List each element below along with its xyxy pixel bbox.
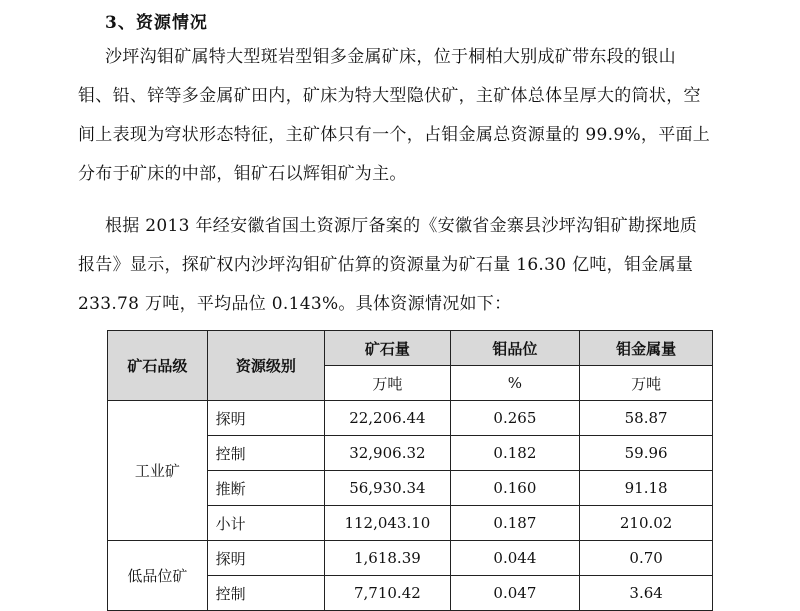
- table-header-row: [108, 331, 713, 366]
- ore-cell: 112,043.10: [325, 506, 450, 541]
- paragraph-line: 钼、铅、锌等多金属矿田内，矿床为特大型隐伏矿，主矿体总体呈厚大的筒状，空: [78, 86, 701, 106]
- header-mo-metal: 钼金属量: [580, 331, 713, 366]
- grade-pct-cell: 0.265: [450, 401, 580, 436]
- table-row: [108, 541, 713, 576]
- paragraph-line: 根据 2013 年经安徽省国土资源厅备案的《安徽省金寨县沙坪沟钼矿勘探地质: [105, 216, 698, 236]
- header-resource-level: 资源级别: [207, 331, 325, 401]
- level-cell: 控制: [207, 436, 325, 471]
- header-mo-grade: 钼品位: [450, 331, 580, 366]
- grade-cell: 低品位矿: [108, 541, 208, 611]
- level-cell: 探明: [207, 401, 325, 436]
- grade-pct-cell: 0.182: [450, 436, 580, 471]
- ore-cell: 22,206.44: [325, 401, 450, 436]
- level-cell: 小计: [207, 506, 325, 541]
- header-ore-grade: 矿石品级: [108, 331, 208, 401]
- grade-pct-cell: 0.160: [450, 471, 580, 506]
- metal-cell: 210.02: [580, 506, 713, 541]
- header-ore-amount: 矿石量: [325, 331, 450, 366]
- ore-cell: 7,710.42: [325, 576, 450, 611]
- paragraph-line: 间上表现为穹状形态特征，主矿体只有一个，占钼金属总资源量的 99.9%，平面上: [78, 125, 711, 145]
- resource-table: [107, 330, 713, 611]
- paragraph-line: 233.78 万吨，平均品位 0.143%。具体资源情况如下：: [78, 294, 512, 314]
- metal-cell: 59.96: [580, 436, 713, 471]
- ore-cell: 32,906.32: [325, 436, 450, 471]
- unit-grade: %: [450, 366, 580, 401]
- unit-metal: 万吨: [580, 366, 713, 401]
- table-row: [108, 401, 713, 436]
- paragraph-line: 沙坪沟钼矿属特大型斑岩型钼多金属矿床，位于桐柏大别成矿带东段的银山: [105, 47, 676, 67]
- grade-pct-cell: 0.187: [450, 506, 580, 541]
- section-heading: 3、资源情况: [105, 13, 208, 33]
- ore-cell: 56,930.34: [325, 471, 450, 506]
- grade-pct-cell: 0.044: [450, 541, 580, 576]
- paragraph-geology: [78, 38, 755, 194]
- level-cell: 控制: [207, 576, 325, 611]
- grade-pct-cell: 0.047: [450, 576, 580, 611]
- paragraph-report: [78, 207, 755, 324]
- paragraph-line: 分布于矿床的中部，钼矿石以辉钼矿为主。: [78, 164, 407, 184]
- metal-cell: 3.64: [580, 576, 713, 611]
- level-cell: 推断: [207, 471, 325, 506]
- ore-cell: 1,618.39: [325, 541, 450, 576]
- paragraph-line: 报告》显示，探矿权内沙坪沟钼矿估算的资源量为矿石量 16.30 亿吨，钼金属量: [78, 255, 694, 275]
- unit-ore: 万吨: [325, 366, 450, 401]
- metal-cell: 58.87: [580, 401, 713, 436]
- level-cell: 探明: [207, 541, 325, 576]
- metal-cell: 91.18: [580, 471, 713, 506]
- metal-cell: 0.70: [580, 541, 713, 576]
- grade-cell: 工业矿: [108, 401, 208, 541]
